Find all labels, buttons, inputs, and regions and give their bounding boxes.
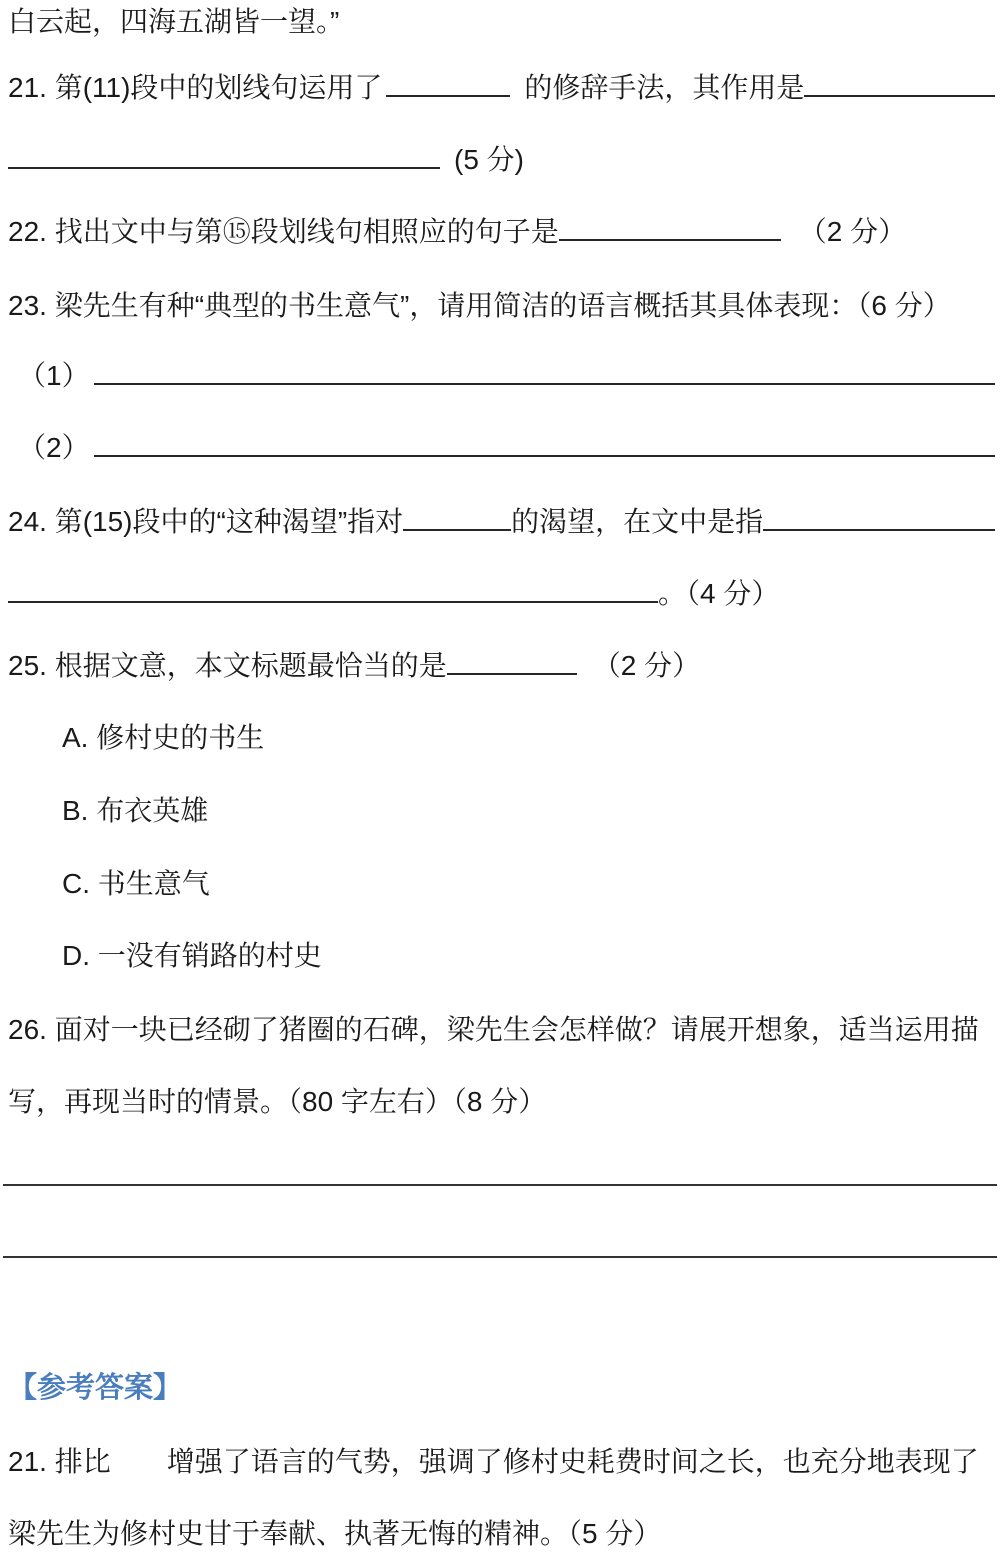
- question-23-item1-label: （1）: [18, 360, 90, 391]
- question-23-item1: [18, 356, 995, 396]
- passage-quote-line: [8, 2, 995, 42]
- question-22-score: （2 分）: [798, 216, 907, 247]
- question-26-line1: [8, 1010, 995, 1050]
- answer-section-header: [8, 1368, 995, 1408]
- question-21-text-part2: 的修辞手法，其作用是: [524, 72, 805, 103]
- option-a: [62, 718, 995, 758]
- answer-blank-q24-3: [8, 601, 658, 603]
- option-b: [62, 791, 995, 831]
- question-24-text-part2: 的渴望，在文中是指: [511, 506, 764, 537]
- passage-quote-text: 白云起，四海五湖皆一望。”: [8, 6, 340, 37]
- answer-writing-line-1: [3, 1184, 997, 1186]
- answer-blank-q21-2: [804, 95, 995, 97]
- answer-21-label: 21. 排比: [8, 1446, 111, 1477]
- option-d: [62, 936, 995, 976]
- answer-blank-q21-3: [8, 167, 440, 169]
- question-25-line: [8, 646, 995, 686]
- question-26-text-line2: 写，再现当时的情景。（80 字左右）（8 分）: [8, 1086, 547, 1117]
- question-23-line: [8, 286, 995, 326]
- answer-blank-q23-1: [94, 383, 995, 385]
- option-a-label: A. 修村史的书生: [62, 722, 265, 753]
- question-23-item2-label: （2）: [18, 432, 90, 463]
- option-d-label: D. 一没有销路的村史: [62, 940, 322, 971]
- question-21-score: (5 分): [454, 144, 525, 175]
- answer-section-header-text: 【参考答案】: [8, 1372, 183, 1404]
- answer-blank-q22: [559, 239, 781, 241]
- question-24-score: 。（4 分）: [658, 578, 780, 609]
- question-26-line2: [8, 1082, 995, 1122]
- question-23-item2: [18, 428, 995, 468]
- answer-blank-q25: [447, 673, 577, 675]
- question-21-line1: [8, 68, 995, 108]
- question-25-text: 25. 根据文意，本文标题最恰当的是: [8, 650, 447, 681]
- question-25-score: （2 分）: [592, 650, 701, 681]
- answer-writing-line-2: [3, 1256, 997, 1258]
- question-24-line2: [8, 574, 995, 614]
- question-21-line2: [8, 140, 995, 180]
- answer-21-line2: [8, 1514, 995, 1554]
- question-21-text-part1: 21. 第(11)段中的划线句运用了: [8, 72, 383, 103]
- answer-21-line1: [8, 1442, 995, 1482]
- question-24-line1: [8, 502, 995, 542]
- answer-blank-q24-1: [403, 529, 511, 531]
- question-23-text: 23. 梁先生有种“典型的书生意气”，请用简洁的语言概括其具体表现：（6 分）: [8, 290, 951, 321]
- option-c: [62, 864, 995, 904]
- answer-blank-q21-1: [386, 95, 510, 97]
- question-22-text: 22. 找出文中与第⑮段划线句相照应的句子是: [8, 216, 559, 247]
- answer-blank-q24-2: [763, 529, 995, 531]
- question-22-line: [8, 212, 995, 252]
- answer-21-text-line2: 梁先生为修村史甘于奉献、执著无悔的精神。（5 分）: [8, 1518, 662, 1549]
- question-26-text-line1: 26. 面对一块已经砌了猪圈的石碑，梁先生会怎样做？请展开想象，适当运用描: [8, 1014, 979, 1045]
- question-24-text-part1: 24. 第(15)段中的“这种渴望”指对: [8, 506, 404, 537]
- answer-21-text: 增强了语言的气势，强调了修村史耗费时间之长，也充分地表现了: [166, 1446, 979, 1477]
- answer-blank-q23-2: [94, 455, 995, 457]
- option-b-label: B. 布衣英雄: [62, 795, 209, 826]
- option-c-label: C. 书生意气: [62, 868, 210, 899]
